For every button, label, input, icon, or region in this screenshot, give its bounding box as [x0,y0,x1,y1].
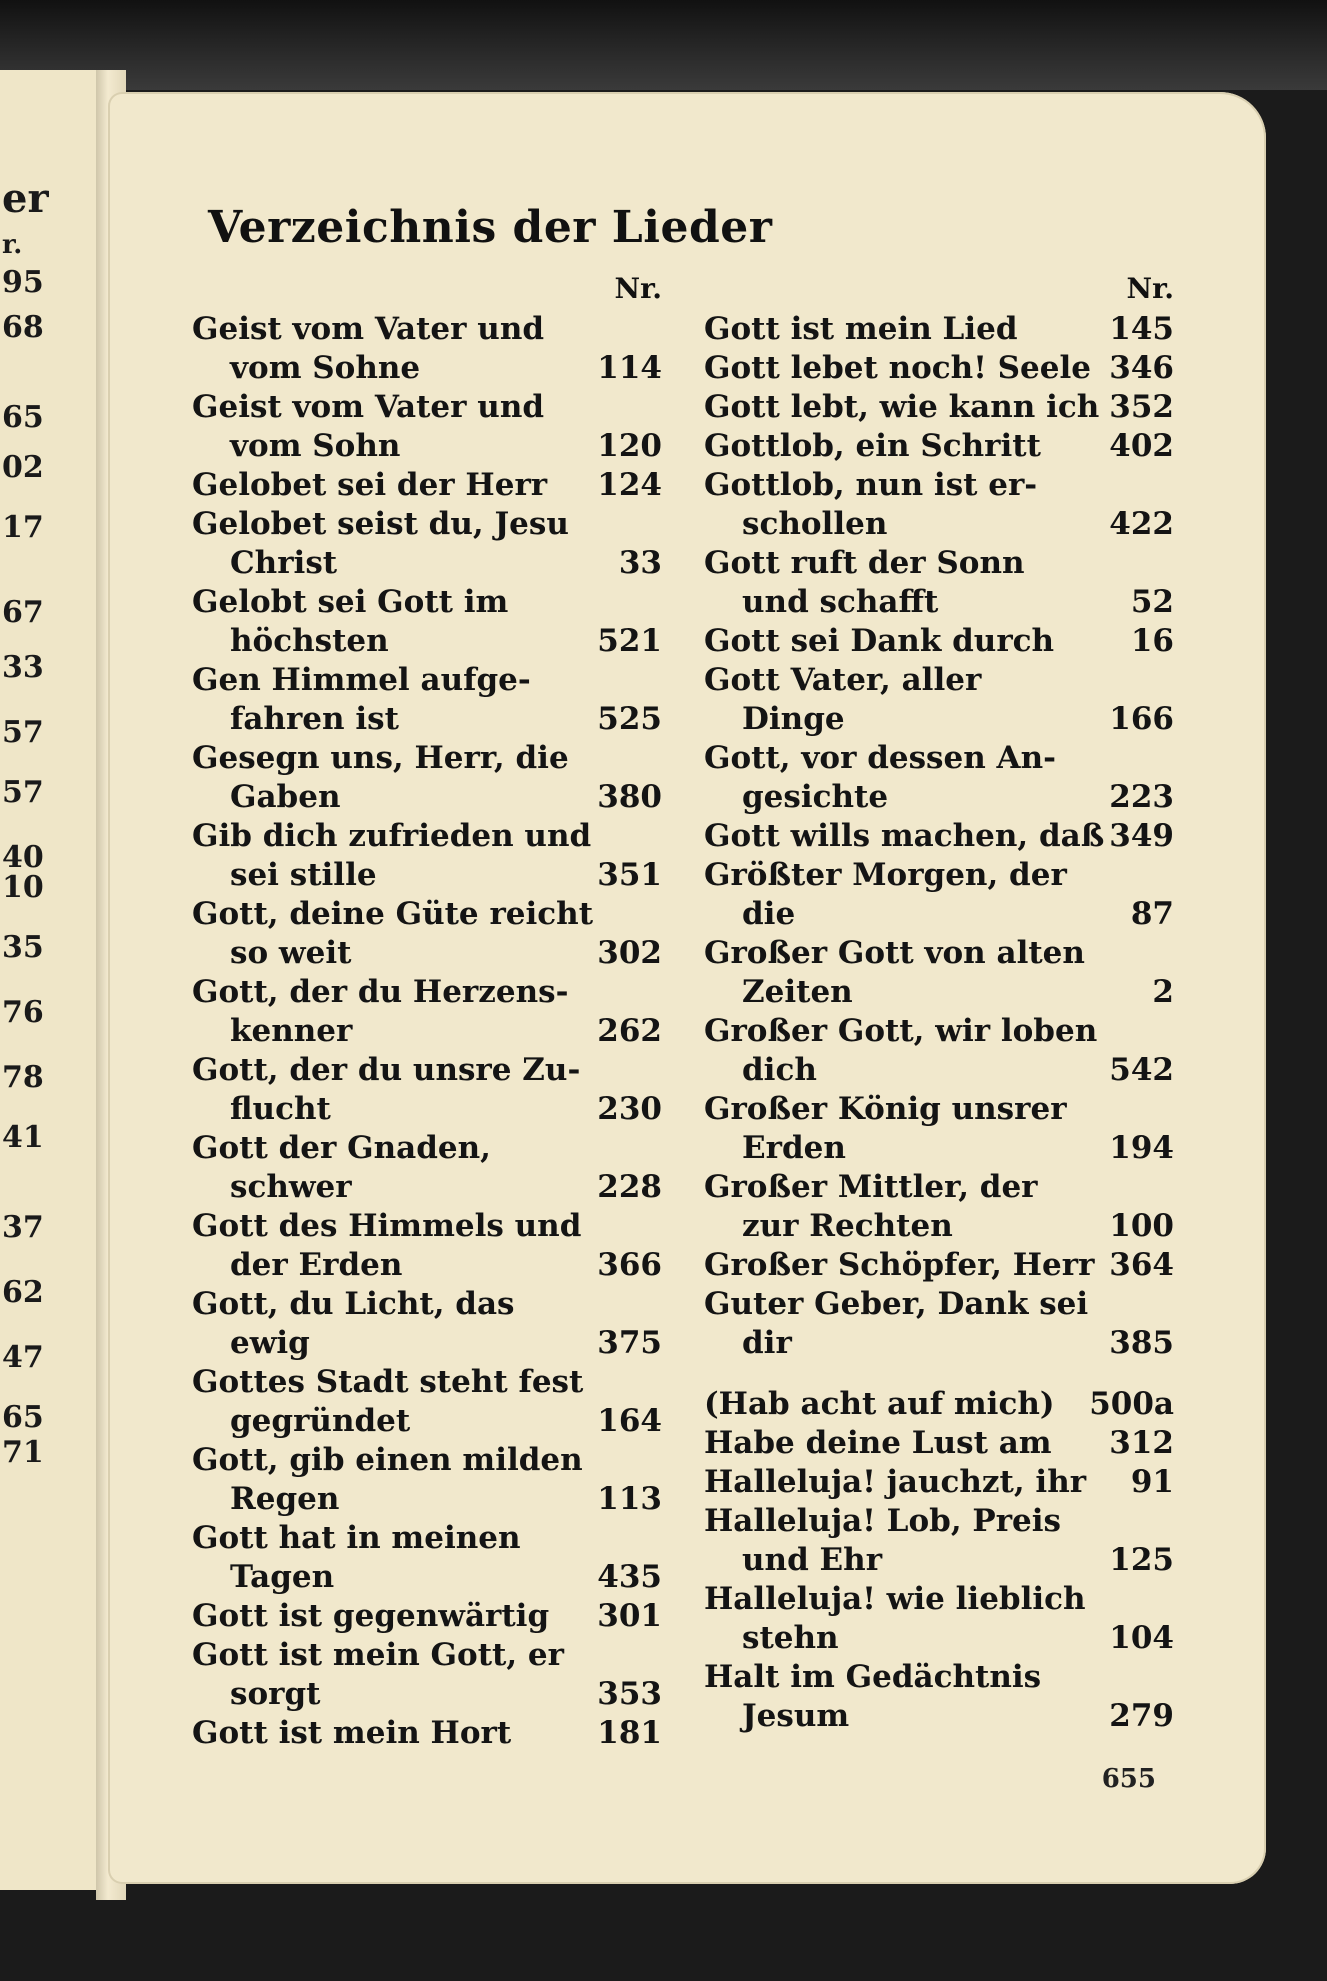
left-page-fragment: 17 [2,510,44,545]
index-entry [704,544,1174,622]
entry-number: 402 [1109,428,1174,464]
index-entry [704,1285,1174,1363]
entry-title-continuation: Christ 33 [230,545,662,581]
index-entry [192,310,662,388]
entry-title: Gib dich zufrieden und [192,818,592,854]
index-entry [704,349,1174,388]
entry-title-continuation: und schafft 52 [742,584,1174,620]
entry-title-continuation: gesichte 223 [742,779,1174,815]
index-entry [192,661,662,739]
entry-title: Gott, deine Güte reicht [192,896,594,932]
entry-title-continuation: vom Sohne 114 [230,350,662,386]
entry-title: Gottes Stadt steht fest [192,1364,584,1400]
index-entry [704,661,1174,739]
entry-title-continuation: fahren ist 525 [230,701,662,737]
left-page-fragment: er [2,175,49,222]
entry-number: 52 [1130,584,1174,620]
entry-title: Gelobet sei der Herr 124 [192,467,662,503]
entry-title: Halleluja! jauchzt, ihr 91 [704,1464,1174,1500]
index-entry [704,1168,1174,1246]
entry-title-continuation: schollen 422 [742,506,1174,542]
entry-title: Gott ist mein Gott, er [192,1637,564,1673]
left-page-fragment: 41 [2,1120,44,1155]
entry-number: 120 [597,428,662,464]
entry-title: (Hab acht auf mich) 500a [704,1386,1174,1422]
left-page-fragment: 67 [2,595,44,630]
entry-title-continuation: höchsten 521 [230,623,662,659]
entry-number: 435 [597,1559,662,1595]
entry-number: 124 [597,467,662,503]
index-entry [192,1207,662,1285]
entry-title: Großer König unsrer [704,1091,1067,1127]
entry-number: 125 [1109,1542,1174,1578]
entry-title: Gott, vor dessen An- [704,740,1057,776]
entry-number: 364 [1109,1247,1174,1283]
book-page [108,92,1266,1884]
entry-title: Gott des Himmels und [192,1208,582,1244]
entry-title: Gott, der du Herzens- [192,974,569,1010]
index-entry [192,973,662,1051]
entry-number: 385 [1109,1325,1174,1361]
entry-number: 542 [1109,1052,1174,1088]
entry-title: Großer Schöpfer, Herr 364 [704,1247,1174,1283]
left-page-fragment: 57 [2,775,44,810]
index-entry [704,622,1174,661]
entry-title-continuation: Zeiten 2 [742,974,1174,1010]
entry-number: 352 [1109,389,1174,425]
entry-title: Gott der Gnaden, [192,1130,491,1166]
entry-title-continuation: ewig 375 [230,1325,662,1361]
left-page-fragment: 37 [2,1210,44,1245]
entry-number: 181 [597,1715,662,1751]
entry-title-continuation: die 87 [742,896,1174,932]
index-entry [192,1636,662,1714]
left-page-fragment: 68 [2,310,44,345]
entry-title: Großer Gott von alten [704,935,1085,971]
entry-number: 312 [1109,1425,1174,1461]
index-entry [704,817,1174,856]
left-page-fragment: 62 [2,1275,44,1310]
index-entry [192,895,662,973]
index-entry [192,1051,662,1129]
entry-title-continuation: kenner 262 [230,1013,662,1049]
entry-title: Guter Geber, Dank sei [704,1286,1089,1322]
index-entry [192,739,662,817]
entry-title: Gott ruft der Sonn [704,545,1025,581]
entry-number: 228 [597,1169,662,1205]
entry-title-continuation: zur Rechten 100 [742,1208,1174,1244]
page-title: Verzeichnis der Lieder [208,202,773,253]
entry-title-continuation: stehn 104 [742,1620,1174,1656]
entry-number: 500a [1089,1386,1174,1422]
left-entries [192,310,662,1753]
entry-title: Halleluja! Lob, Preis [704,1503,1061,1539]
column-header-nr: Nr. [614,272,662,305]
index-entry [704,1424,1174,1463]
entry-title: Gottlob, nun ist er- [704,467,1038,503]
entry-number: 351 [597,857,662,893]
index-entry [704,1385,1174,1424]
index-entry [192,1714,662,1753]
entry-title: Gott ist mein Lied 145 [704,311,1174,347]
entry-title: Gott ist mein Hort 181 [192,1715,662,1751]
page-number: 655 [1101,1764,1156,1794]
index-entry [704,1012,1174,1090]
index-entry [192,1441,662,1519]
index-entry [704,1502,1174,1580]
index-entry [192,583,662,661]
entry-title-continuation: Dinge 166 [742,701,1174,737]
entry-title-continuation: sei stille 351 [230,857,662,893]
entry-title: Größter Morgen, der [704,857,1067,893]
entry-number: 164 [597,1403,662,1439]
entry-number: 375 [597,1325,662,1361]
entry-title-continuation: der Erden 366 [230,1247,662,1283]
index-entry [704,466,1174,544]
entry-number: 100 [1109,1208,1174,1244]
entry-title: Gelobet seist du, Jesu [192,506,569,542]
entry-number: 113 [597,1481,662,1517]
entry-number: 525 [597,701,662,737]
entry-title: Gottlob, ein Schritt 402 [704,428,1174,464]
entry-title: Gott hat in meinen [192,1520,521,1556]
entry-number: 262 [597,1013,662,1049]
left-page-fragment: 47 [2,1340,44,1375]
entry-number: 346 [1109,350,1174,386]
entry-number: 87 [1130,896,1174,932]
entry-title: Gott, der du unsre Zu- [192,1052,581,1088]
left-page-fragment: 40 [2,840,44,875]
entry-number: 104 [1109,1620,1174,1656]
index-entry [704,739,1174,817]
entry-title: Gott lebet noch! Seele 346 [704,350,1174,386]
entry-title-continuation: dir 385 [742,1325,1174,1361]
index-entry [192,466,662,505]
index-entry [192,388,662,466]
entry-title-continuation: gegründet 164 [230,1403,662,1439]
entry-number: 2 [1152,974,1174,1010]
column-header-nr: Nr. [1126,272,1174,305]
entry-title: Gesegn uns, Herr, die [192,740,569,776]
entry-title-continuation: dich 542 [742,1052,1174,1088]
left-page-fragment: 71 [2,1435,44,1470]
entry-number: 366 [597,1247,662,1283]
entry-title-continuation: schwer 228 [230,1169,662,1205]
entry-title-continuation: Regen 113 [230,1481,662,1517]
right-entries [704,310,1174,1736]
entry-title: Großer Gott, wir loben [704,1013,1098,1049]
entry-title-continuation: flucht 230 [230,1091,662,1127]
entry-title-continuation: Jesum 279 [742,1698,1174,1734]
index-entry [192,1129,662,1207]
entry-title-continuation: so weit 302 [230,935,662,971]
entry-title-continuation: Gaben 380 [230,779,662,815]
index-entry [704,310,1174,349]
entry-title-continuation: sorgt 353 [230,1676,662,1712]
index-entry [704,1246,1174,1285]
entry-number: 302 [597,935,662,971]
entry-title-continuation: Tagen 435 [230,1559,662,1595]
index-entry [704,1580,1174,1658]
entry-title: Gelobt sei Gott im [192,584,509,620]
entry-title: Gott lebt, wie kann ich 352 [704,389,1174,425]
entry-title: Geist vom Vater und [192,311,545,347]
left-page-fragment: 65 [2,400,44,435]
entry-number: 91 [1130,1464,1174,1500]
entry-title: Gott sei Dank durch 16 [704,623,1174,659]
index-entry [704,934,1174,1012]
index-entry [192,1363,662,1441]
entry-title: Gott Vater, aller [704,662,982,698]
entry-number: 33 [618,545,662,581]
index-entry [704,1090,1174,1168]
entry-number: 223 [1109,779,1174,815]
left-page-fragment: 35 [2,930,44,965]
index-entry [192,1597,662,1636]
entry-title: Großer Mittler, der [704,1169,1038,1205]
entry-title: Geist vom Vater und [192,389,545,425]
index-entry [704,427,1174,466]
entry-number: 166 [1109,701,1174,737]
entry-number: 353 [597,1676,662,1712]
entry-title: Habe deine Lust am 312 [704,1425,1174,1461]
entry-title-continuation: Erden 194 [742,1130,1174,1166]
entry-number: 521 [597,623,662,659]
left-page-fragment: 02 [2,450,44,485]
index-entry [192,1285,662,1363]
left-page-fragment: 10 [2,870,44,905]
entry-number: 194 [1109,1130,1174,1166]
left-page-fragment: 76 [2,995,44,1030]
left-page-fragment: 78 [2,1060,44,1095]
section-gap [704,1363,1174,1385]
left-page-fragment: 33 [2,650,44,685]
entry-title: Halt im Gedächtnis [704,1659,1042,1695]
left-page-fragment: 57 [2,715,44,750]
index-entry [704,1658,1174,1736]
index-entry [192,1519,662,1597]
left-page-fragment: 65 [2,1400,44,1435]
index-entry [192,817,662,895]
left-page-fragment: r. [2,230,23,260]
entry-title: Gott, gib einen milden [192,1442,583,1478]
index-entry [704,388,1174,427]
entry-title-continuation: und Ehr 125 [742,1542,1174,1578]
index-entry [192,505,662,583]
entry-title: Gen Himmel aufge- [192,662,531,698]
entry-number: 422 [1109,506,1174,542]
entry-title: Halleluja! wie lieblich [704,1581,1086,1617]
entry-number: 349 [1109,818,1174,854]
left-page-fragment: 95 [2,265,44,300]
binding-tape [0,0,1327,90]
entry-title: Gott, du Licht, das [192,1286,515,1322]
entry-title-continuation: vom Sohn 120 [230,428,662,464]
entry-number: 380 [597,779,662,815]
index-entry [704,856,1174,934]
entry-title: Gott wills machen, daß 349 [704,818,1174,854]
entry-number: 16 [1130,623,1174,659]
entry-number: 145 [1109,311,1174,347]
entry-number: 279 [1109,1698,1174,1734]
entry-number: 230 [597,1091,662,1127]
entry-number: 114 [597,350,662,386]
entry-number: 301 [597,1598,662,1634]
index-entry [704,1463,1174,1502]
entry-title: Gott ist gegenwärtig 301 [192,1598,662,1634]
